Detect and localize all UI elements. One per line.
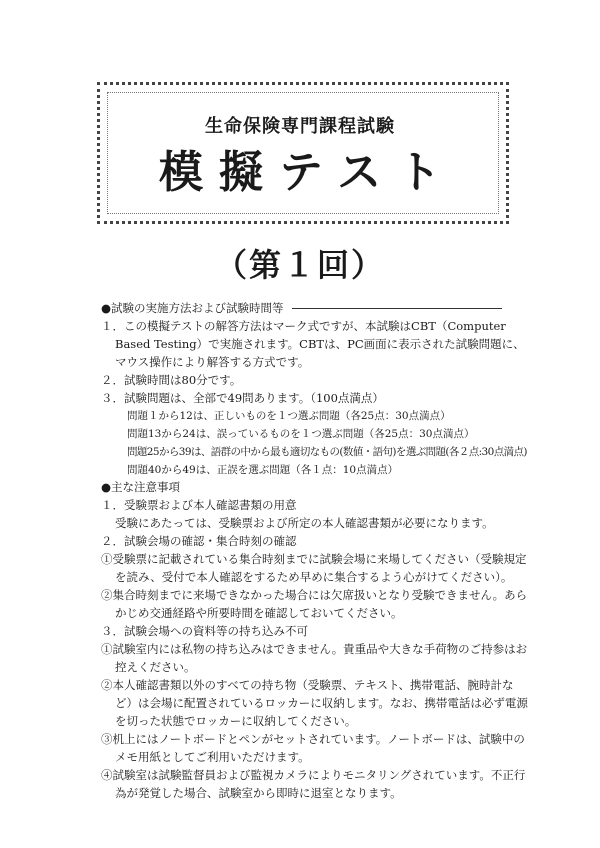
text-line: 問題１から12は、正しいものを１つ選ぶ問題（各25点：30点満点） (127, 410, 451, 422)
text-line: Based Testing）で実施されます。CBTは、PC画面に表示された試験問題に、 (115, 337, 525, 351)
text-line: マウス操作により解答する方式です。 (115, 355, 310, 369)
round-label: （第１回） (214, 246, 385, 284)
text-line: １．受験票および本人確認書類の用意 (101, 498, 297, 512)
text-line: ①試験室内には私物の持ち込みはできません。貴重品や大きな手荷物のご持参はお (101, 642, 528, 656)
text-line: 問題13から24は、誤っているものを１つ選ぶ問題（各25点：30点満点） (127, 428, 475, 440)
exam-subtitle: 生命保険専門課程試験 (205, 116, 395, 137)
page-title: 模擬テスト (158, 147, 458, 198)
text-line: を切った状態でロッカーに収納してください。 (115, 714, 357, 728)
heading-rule (292, 308, 502, 309)
section-heading-exam-method (101, 300, 502, 316)
text-line: 受験にあたっては、受験票および所定の本人確認書類が必要になります。 (115, 516, 494, 530)
section-notes (101, 496, 528, 802)
section-heading-notes (101, 479, 180, 495)
text-line: 問題25から39は、語群の中から最も適切なもの(数値・語句)を選ぶ問題(各２点:30点満点) (127, 446, 527, 458)
text-line: ②本人確認書類以外のすべての持ち物（受験票、テキスト、携帯電話、腕時計な (101, 678, 514, 692)
text-line: 問題40から49は、正誤を選ぶ問題（各１点：10点満点） (127, 464, 399, 476)
text-line: を読み、受付で本人確認をするため早めに集合するよう心がけてください）。 (115, 570, 513, 584)
section-exam-method (101, 317, 527, 479)
text-line: ２．試験会場の確認・集合時刻の確認 (101, 534, 297, 548)
text-line: ④試験室は試験監督員および監視カメラによりモニタリングされています。不正行 (101, 768, 526, 782)
section-heading-text: ●試験の実施方法および試験時間等 (101, 301, 284, 315)
text-line: ３．試験問題は、全部で49問あります。（100点満点） (101, 391, 384, 405)
text-line: 控えください。 (115, 660, 196, 674)
text-line: ２．試験時間は80分です。 (101, 373, 242, 387)
text-line: ②集合時刻までに来場できなかった場合には欠席扱いとなり受験できません。あら (101, 588, 528, 602)
text-line: かじめ交通経路や所要時間を確認しておいてください。 (115, 606, 403, 620)
text-line: 為が発覚した場合、試験室から即時に退室となります。 (115, 786, 402, 800)
section-heading-text: ●主な注意事項 (101, 480, 181, 494)
text-line: ①受験票に記載されている集合時刻までに試験会場に来場してください（受験規定 (101, 552, 527, 566)
text-line: メモ用紙としてご利用いただけます。 (115, 750, 310, 764)
text-line: ３．試験会場への資料等の持ち込み不可 (101, 624, 308, 638)
text-line: ③机上にはノートボードとペンがセットされています。ノートボードは、試験中の (101, 732, 525, 746)
text-line: １．この模擬テストの解答方法はマーク式ですが、本試験はCBT（Computer (101, 319, 506, 333)
text-line: ど）は会場に配置されているロッカーに収納します。なお、携帯電話は必ず電源 (115, 696, 528, 710)
